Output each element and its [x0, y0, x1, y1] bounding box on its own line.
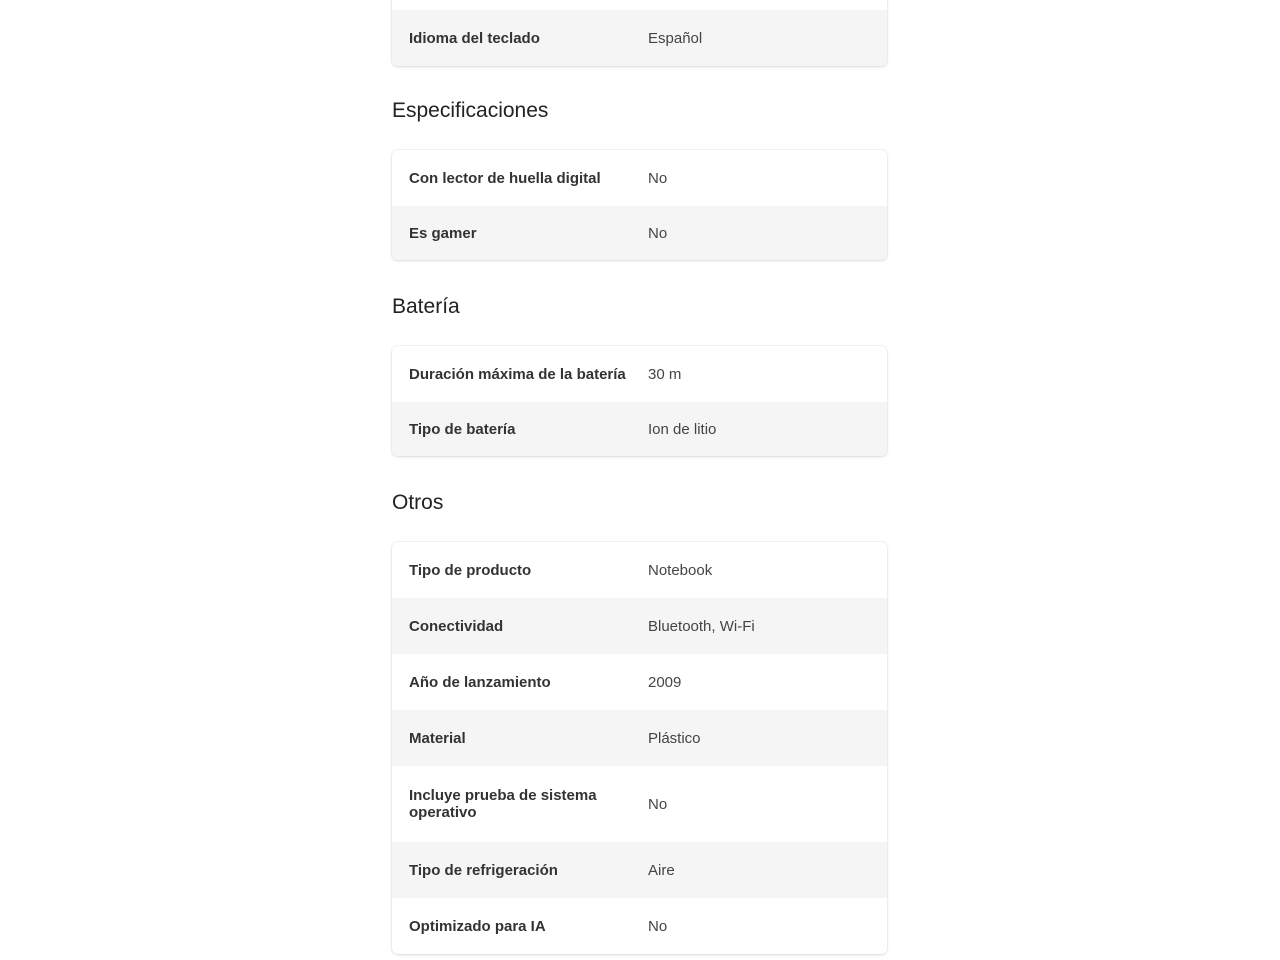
spec-value: No	[648, 795, 668, 813]
section-otros	[392, 491, 887, 515]
section-title: Batería	[392, 295, 460, 318]
section-title: Otros	[392, 491, 444, 514]
section-title: Especificaciones	[392, 99, 549, 122]
spec-value: Bluetooth, Wi-Fi	[648, 617, 755, 635]
spec-key: Año de lanzamiento	[409, 673, 551, 691]
spec-value: 2009	[648, 673, 682, 691]
section-bateria	[392, 295, 887, 319]
spec-value: 30 m	[648, 365, 682, 383]
spec-key: Es gamer	[409, 224, 477, 242]
table-teclado	[392, 0, 887, 66]
table-row	[392, 346, 887, 402]
table-especificaciones	[392, 150, 887, 260]
spec-key: Tipo de refrigeración	[409, 861, 558, 879]
spec-card	[392, 346, 887, 456]
spec-key: Idioma del teclado	[409, 29, 540, 47]
spec-key: Conectividad	[409, 617, 504, 635]
table-row	[392, 710, 887, 766]
table-row	[392, 10, 887, 66]
table-row	[392, 402, 887, 456]
table-row	[392, 842, 887, 898]
spec-value: Plástico	[648, 729, 701, 747]
table-otros	[392, 542, 887, 954]
table-row	[392, 598, 887, 654]
spec-card	[392, 150, 887, 260]
spec-key: Tipo de batería	[409, 420, 516, 438]
spec-value: Aire	[648, 861, 675, 879]
spec-value: No	[648, 224, 668, 242]
spec-card	[392, 0, 887, 66]
table-row	[392, 150, 887, 206]
spec-key: Duración máxima de la batería	[409, 365, 626, 383]
spec-value: No	[648, 169, 668, 187]
spec-key: Optimizado para IA	[409, 917, 546, 935]
spec-card	[392, 542, 887, 954]
table-row	[392, 0, 887, 10]
spec-key: Material	[409, 729, 466, 747]
spec-value: Ion de litio	[648, 420, 717, 438]
table-row	[392, 542, 887, 598]
table-row	[392, 898, 887, 954]
spec-value: Español	[648, 29, 703, 47]
spec-key: Con lector de huella digital	[409, 169, 601, 187]
table-row	[392, 206, 887, 260]
table-row	[392, 654, 887, 710]
table-bateria	[392, 346, 887, 456]
spec-value: Notebook	[648, 561, 713, 579]
table-row	[392, 766, 887, 842]
spec-key: Tipo de producto	[409, 561, 532, 579]
section-especificaciones	[392, 99, 887, 123]
spec-value: No	[648, 917, 668, 935]
spec-key: Incluye prueba de sistema operativo	[409, 787, 597, 821]
